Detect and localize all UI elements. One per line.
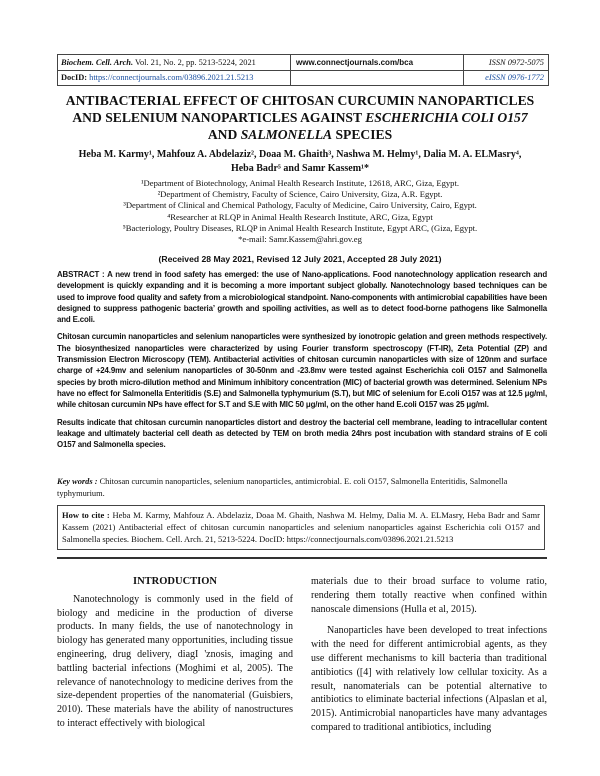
issn: ISSN 0972-5075 <box>488 58 544 67</box>
abstract <box>57 269 547 456</box>
intro-right-p2: Nanoparticles have been developed to treat infections with the need for different antimicrobial agents, as they use different mechanisms to kill bacteria than traditional antibiotics ([4] with relatively low cellular toxicity. As a result, nanomaterials can be potential alternative to antibiotics to eliminate bacterial infections (Alpaslan et al, 2015). Antimicrobial nanoparticles have many advantages compared to traditional antibiotics, including <box>311 625 547 733</box>
journal-citation: Biochem. Cell. Arch. Vol. 21, No. 2, pp. 5213-5224, 2021 <box>61 58 256 67</box>
intro-heading: INTRODUCTION <box>132 576 217 587</box>
doi: DocID: https://connectjournals.com/03896.2021.21.5213 <box>61 73 254 82</box>
email[interactable]: *e-mail: Samr.Kassem@ahri.gov.eg <box>238 234 362 245</box>
right-column <box>311 575 547 735</box>
intro-left-text: Nanotechnology is commonly used in the field of biology and medicine in the production of diverse products. In many fields, the use of nanotechnology in biology has generated many opportunities, including tissue engineering, drug delivery, diagI 'znosis, imaging and battling bacterial infections (Moghimi et al, 2005). The relevance of nanotechnology to medicine derives from the size-dependent properties of the nanomaterial (Guisbiers, 2010). These materials have the ability of nanostructures to interact effectively with biological <box>57 593 293 729</box>
affiliations: ¹Department of Biotechnology, Animal Health Research Institute, 12618, ARC, Giza, Egypt. ²Department of Chemistry, Faculty of Science, Cairo University, Giza, A.R. Egypt. ³Department of Clinical and Chemical Pathology, Faculty of Medicine, Cairo University, Cairo, Egypt. ⁴Researcher at RLQP in Animal Health Research Institute, ARC, Giza, Egypt ⁵Bacteriology, Poultry Diseases, RLQP in Animal Health Research Institute, Egypt ARC, (Giza, Egypt. *e-mail: Samr.Kassem@ahri.gov.eg <box>60 178 540 245</box>
section-divider <box>57 557 547 559</box>
intro-right-p1: materials due to their broad surface to volume ratio, rendering them totally reactive when confined within nanoscale dimensions (Hulla et al, 2015). <box>311 576 547 615</box>
how-to-cite-box: How to cite : Heba M. Karmy, Mahfouz A. Abdelaziz, Doaa M. Ghaith, Nashwa M. Helmy, Dalia M. A. ELMasry, Heba Badr and Samr Kassem (2021) Antibacterial effect of chitosan curcumin nanoparticles and selenium nanoparticles against Escherichia coli O157 and Salmonella species. Biochem. Cell. Arch. 21, 5213-5224. DocID: https://connectjournals.com/03896.2021.21.5213 <box>57 505 545 550</box>
paper-title: ANTIBACTERIAL EFFECT OF CHITOSAN CURCUMIN NANOPARTICLES AND SELENIUM NANOPARTICLES AGAINST ESCHERICHIA COLI O157 AND SALMONELLA SPECIES <box>65 93 535 142</box>
abstract-p2: Chitosan curcumin nanoparticles and selenium nanoparticles were synthesized by ionotropic gelation and green methods respectively. The biosynthesized nanoparticles were characterized by using Fourier transform spectroscopy (FT-IR), Zeta Potential (ZP) and Transmission Electron Microscopy (TEM). Antibacterial activities of chitosan curcumin nanoparticles with size of 120nm and surface charge of +24.9mv and selenium nanoparticles of 30-50nm and -23.8mv were tested against Escherichia coli O157 and Salmonella species by broth micro-dilution method and Minimum inhibitory concentration (MIC) of bacterial growth was determined. Selenium NPs have no effect for Salmonella Enteritidis (S.E) and Salmonella typhymurium (S.T), but MIC of selenium for E.coli O157 was at 12.5 μg/ml, while chitosan curcumin NPs have effect for S.T and S.E with MIC 50 μg/ml, on the other hand E.coli O157 was 25 μg/ml. <box>57 332 547 410</box>
journal-website[interactable]: www.connectjournals.com/bca <box>296 58 414 67</box>
author-list: Heba M. Karmy¹, Mahfouz A. Abdelaziz², Doaa M. Ghaith³, Nashwa M. Helmy¹, Dalia M. A. ELMasry⁴, Heba Badr⁵ and Samr Kassem¹* <box>78 149 522 174</box>
doi-link[interactable]: https://connectjournals.com/03896.2021.21.5213 <box>89 73 254 82</box>
abstract-p3: Results indicate that chitosan curcumin nanoparticles distort and destroy the bacterial cell membrane, leading to intracellular content leakage and ultimately bacterial cell death as detected by TEM on broth media 24hrs post incubation with standard strains of E coli O157 and Salmonella species. <box>57 417 547 450</box>
left-column <box>57 575 293 731</box>
abstract-p1: ABSTRACT : A new trend in food safety has emerged: the use of Nano-applications. Food nanotechnology application research and development is quickly expanding and it is becoming a more important subject globally. Nanotechnology based techniques can be used to improve food quality and safety from a microbiological standpoint. Nano-components with antimicrobial capabilities have been designed to suppress pathogenic bacteria’ growth and spoiling activities, as well as to detect food-borne pathogens like Salmonella and E.coli. <box>57 270 547 325</box>
received-dates: (Received 28 May 2021, Revised 12 July 2021, Accepted 28 July 2021) <box>158 254 442 264</box>
keywords: Key words : Chitosan curcumin nanoparticles, selenium nanoparticles, antimicrobial. E. coli O157, Salmonella Enteritidis, Salmonella typhymurium. <box>57 477 508 498</box>
journal-header <box>57 54 549 86</box>
eissn: eISSN 0976-1772 <box>485 73 544 82</box>
